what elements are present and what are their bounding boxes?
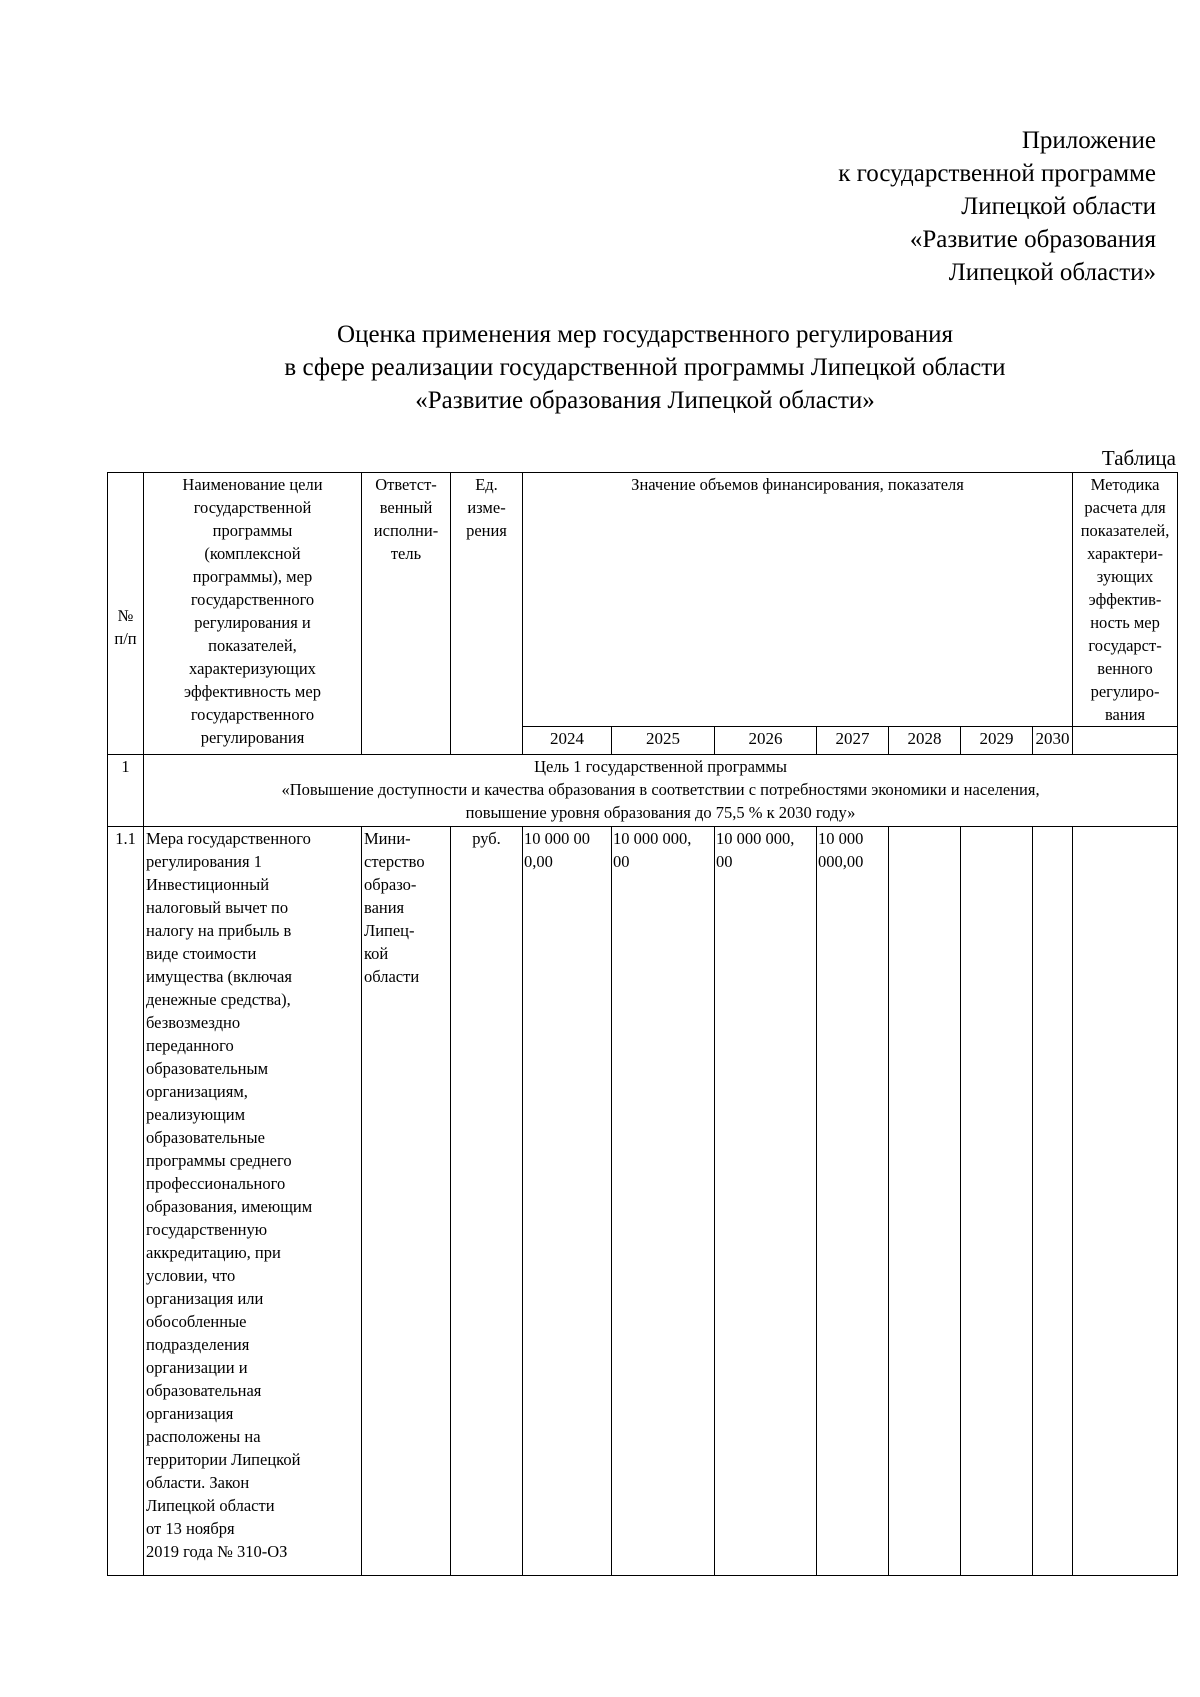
- year-cell: 2030: [1033, 727, 1073, 755]
- year-cell: 2029: [961, 727, 1033, 755]
- measure-name-line: подразделения: [146, 1335, 250, 1354]
- header-name-line: государственного: [190, 705, 315, 724]
- header-num: [108, 473, 144, 755]
- appendix-line: Липецкой области: [961, 193, 1156, 220]
- appendix-line: Приложение: [1021, 127, 1156, 154]
- measure-name-line: безвозмездно: [146, 1013, 241, 1032]
- measure-value-2025: [612, 827, 715, 1576]
- value-line: 10 000 000,: [613, 829, 692, 848]
- header-name-line: Наименование цели: [182, 475, 323, 494]
- header-name: [144, 473, 362, 755]
- header-method-line: расчета для: [1084, 498, 1166, 517]
- year-method-empty: [1073, 727, 1178, 755]
- header-method-line: вания: [1104, 705, 1146, 724]
- measure-name-line: налоговый вычет по: [146, 898, 289, 917]
- measure-name-line: от 13 ноября: [146, 1519, 235, 1538]
- measure-name-line: 2019 года № 310-ОЗ: [146, 1542, 288, 1561]
- year-cell: 2027: [817, 727, 889, 755]
- document-title: [0, 318, 1200, 417]
- measure-name-line: области. Закон: [146, 1473, 250, 1492]
- measure-num: 1.1: [108, 827, 144, 1576]
- measure-value-2028: [889, 827, 961, 1576]
- measure-name-line: денежные средства),: [146, 990, 291, 1009]
- measure-name: [144, 827, 362, 1576]
- header-name-line: государственной: [193, 498, 312, 517]
- value-line: 0,00: [524, 852, 553, 871]
- regulation-table: [107, 472, 1178, 1576]
- measure-name-line: имущества (включая: [146, 967, 292, 986]
- measure-name-line: организации и: [146, 1358, 248, 1377]
- header-name-line: регулирования и: [194, 613, 311, 632]
- header-method-line: зующих: [1096, 567, 1154, 586]
- measure-name-line: программы среднего: [146, 1151, 292, 1170]
- measure-unit: руб.: [451, 827, 523, 1576]
- measure-name-line: образования, имеющим: [146, 1197, 313, 1216]
- table-header-row: [108, 473, 1178, 727]
- measure-resp-line: образо-: [364, 875, 417, 894]
- header-resp-line: Ответст-: [375, 475, 437, 494]
- year-cell: 2024: [523, 727, 612, 755]
- measure-responsible: [362, 827, 451, 1576]
- header-name-line: показателей,: [208, 636, 297, 655]
- measure-name-line: условии, что: [146, 1266, 236, 1285]
- header-resp-line: венный: [379, 498, 433, 517]
- appendix-line: «Развитие образования: [909, 226, 1156, 253]
- goal-line: Цель 1 государственной программы: [534, 757, 787, 776]
- value-line: 10 000 000,: [716, 829, 795, 848]
- header-name-line: характеризующих: [189, 659, 316, 678]
- year-cell: 2025: [612, 727, 715, 755]
- measure-value-2029: [961, 827, 1033, 1576]
- header-method-line: Методика: [1090, 475, 1160, 494]
- goal-row: [108, 755, 1178, 827]
- measure-name-line: переданного: [146, 1036, 234, 1055]
- header-num-line: №: [117, 605, 134, 625]
- measure-name-line: образовательные: [146, 1128, 265, 1147]
- measure-name-line: образовательным: [146, 1059, 269, 1078]
- measure-name-line: регулирования 1: [146, 852, 262, 871]
- header-name-line: регулирования: [200, 728, 305, 747]
- measure-resp-line: стерство: [364, 852, 425, 871]
- measure-name-line: профессионального: [146, 1174, 286, 1193]
- measure-method: [1073, 827, 1178, 1576]
- measure-name-line: виде стоимости: [146, 944, 257, 963]
- title-line: «Развитие образования Липецкой области»: [415, 387, 875, 414]
- header-resp-line: тель: [390, 544, 422, 563]
- value-line: 10 000: [818, 829, 864, 848]
- measure-name-line: реализующим: [146, 1105, 246, 1124]
- measure-resp-line: вания: [364, 898, 405, 917]
- measure-name-line: организация: [146, 1404, 234, 1423]
- header-responsible: [362, 473, 451, 755]
- measure-name-line: образовательная: [146, 1381, 262, 1400]
- measure-name-line: Мера государственного: [146, 829, 311, 848]
- header-name-line: государственного: [190, 590, 315, 609]
- header-name-line: (комплексной: [204, 544, 301, 563]
- measure-resp-line: Липец-: [364, 921, 415, 940]
- goal-num: 1: [108, 755, 144, 827]
- header-resp-line: исполни-: [373, 521, 439, 540]
- value-line: 000,00: [818, 852, 864, 871]
- header-method-line: государст-: [1088, 636, 1162, 655]
- measure-name-line: государственную: [146, 1220, 268, 1239]
- measure-resp-line: кой: [364, 944, 389, 963]
- header-method-line: регулиро-: [1090, 682, 1160, 701]
- year-cell: 2028: [889, 727, 961, 755]
- table-caption: Таблица: [1101, 446, 1176, 470]
- header-name-line: эффективность мер: [184, 682, 321, 701]
- header-unit-line: изме-: [467, 498, 506, 517]
- measure-name-line: территории Липецкой: [146, 1450, 301, 1469]
- measure-resp-line: области: [364, 967, 420, 986]
- header-num-line: п/п: [114, 628, 137, 648]
- header-method: [1073, 473, 1178, 727]
- appendix-line: Липецкой области»: [948, 259, 1156, 286]
- header-unit: [451, 473, 523, 755]
- value-line: 00: [613, 852, 630, 871]
- header-unit-line: Ед.: [475, 475, 498, 494]
- measure-resp-line: Мини-: [364, 829, 411, 848]
- value-line: 00: [716, 852, 733, 871]
- appendix-line: к государственной программе: [838, 160, 1156, 187]
- measure-name-line: Липецкой области: [146, 1496, 275, 1515]
- header-method-line: показателей,: [1080, 521, 1170, 540]
- title-line: Оценка применения мер государственного регулирования: [337, 321, 953, 348]
- header-name-line: программы: [212, 521, 293, 540]
- goal-text: [144, 755, 1178, 827]
- goal-line: «Повышение доступности и качества образования в соответствии с потребностями экономики и населения,: [281, 780, 1040, 799]
- measure-name-line: организация или: [146, 1289, 264, 1308]
- measure-row: [108, 827, 1178, 1576]
- measure-value-2027: [817, 827, 889, 1576]
- measure-value-2030: [1033, 827, 1073, 1576]
- header-name-line: программы), мер: [192, 567, 313, 586]
- header-values-group: Значение объемов финансирования, показателя: [523, 473, 1073, 727]
- year-cell: 2026: [715, 727, 817, 755]
- measure-name-line: расположены на: [146, 1427, 261, 1446]
- title-line: в сфере реализации государственной программы Липецкой области: [284, 354, 1006, 381]
- value-line: 10 000 00: [524, 829, 590, 848]
- header-unit-line: рения: [466, 521, 507, 540]
- appendix-header: [838, 124, 1156, 289]
- measure-name-line: Инвестиционный: [146, 875, 270, 894]
- measure-name-line: организациям,: [146, 1082, 248, 1101]
- measure-value-2026: [715, 827, 817, 1576]
- measure-name-line: налогу на прибыль в: [146, 921, 292, 940]
- measure-name-line: аккредитацию, при: [146, 1243, 281, 1262]
- measure-name-line: обособленные: [146, 1312, 247, 1331]
- measure-value-2024: [523, 827, 612, 1576]
- header-method-line: характери-: [1087, 544, 1163, 563]
- header-method-line: эффектив-: [1088, 590, 1162, 609]
- goal-line: повышение уровня образования до 75,5 % к 2030 году»: [465, 803, 856, 822]
- header-method-line: ность мер: [1090, 613, 1160, 632]
- header-method-line: венного: [1097, 659, 1153, 678]
